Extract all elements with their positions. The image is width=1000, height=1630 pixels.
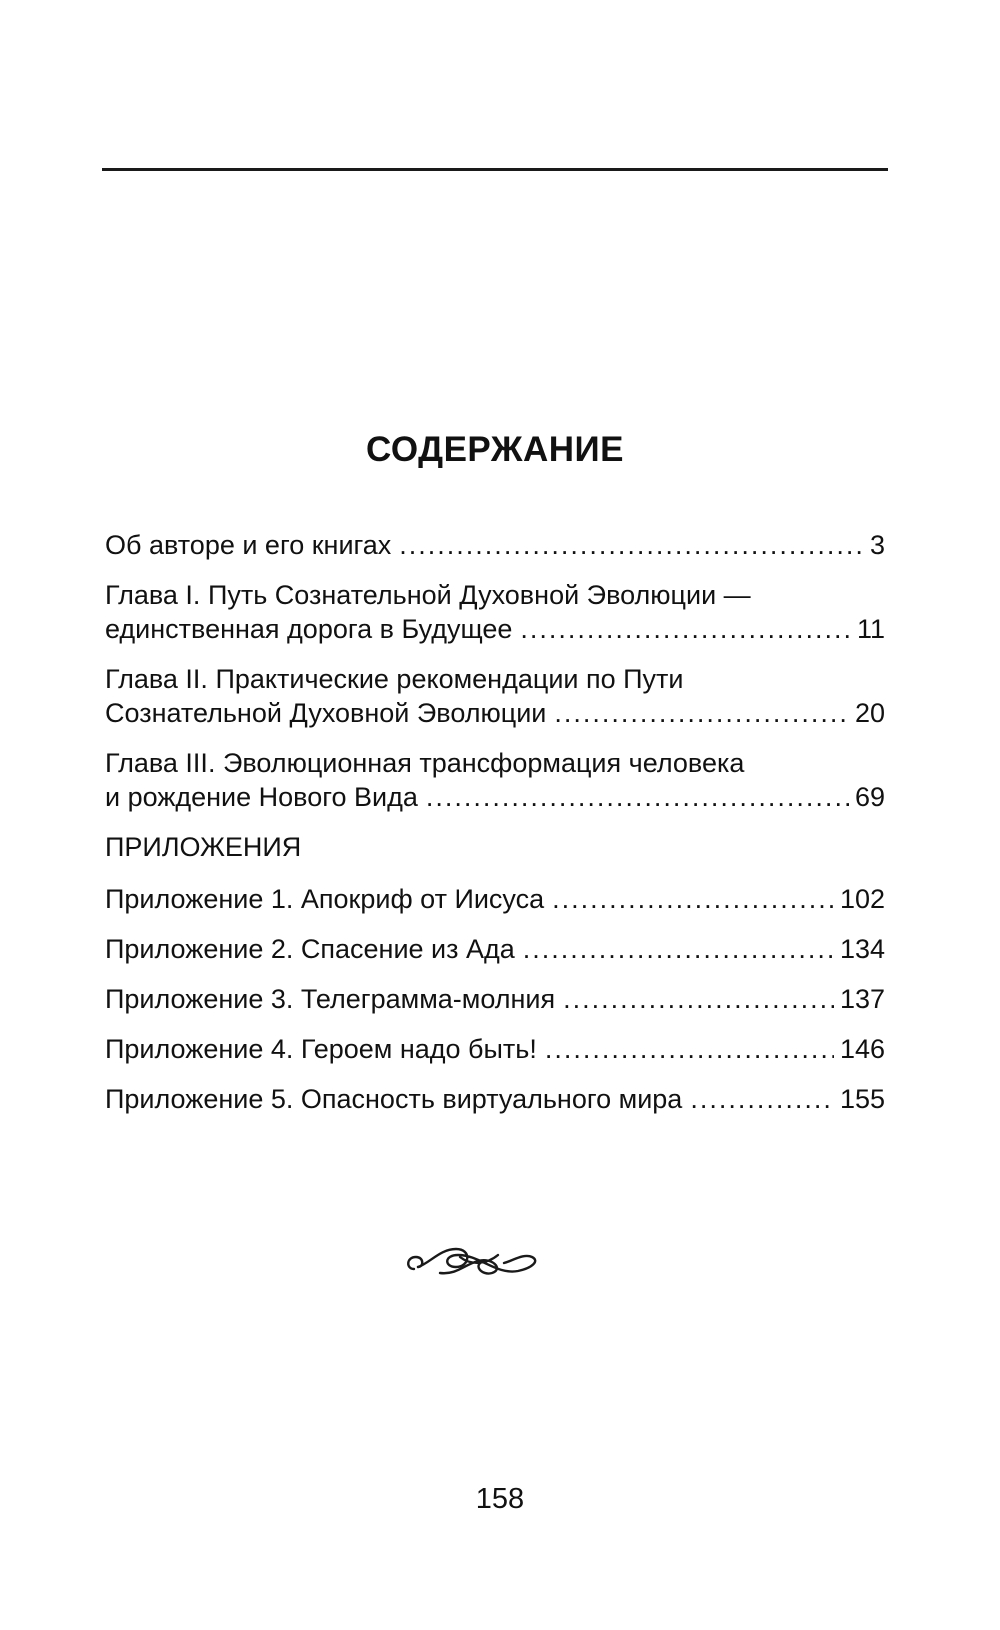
appendix-page: 134 [839, 934, 885, 964]
appendix-entry [105, 1082, 885, 1116]
toc-line [105, 1032, 885, 1066]
toc-line [105, 746, 885, 780]
toc-entry-page: 20 [854, 698, 885, 728]
flourish-ornament-icon [400, 1235, 548, 1283]
appendix-title: Приложение 2. Спасение из Ада [105, 934, 515, 964]
dot-leader [563, 982, 834, 1016]
toc-entry-title-line-2: Сознательной Духовной Эволюции [105, 698, 547, 728]
appendix-title: Приложение 1. Апокриф от Иисуса [105, 884, 545, 914]
toc-line [105, 932, 885, 966]
toc-line [105, 662, 885, 696]
toc-entry-title-line-1: Глава III. Эволюционная трансформация человека [105, 748, 745, 778]
toc-line [105, 882, 885, 916]
page-number: 158 [475, 1483, 525, 1515]
dot-leader [545, 1032, 834, 1066]
toc-line [105, 612, 885, 646]
dot-leader [399, 528, 864, 562]
dot-leader [426, 780, 849, 814]
dot-leader [552, 882, 834, 916]
toc-entry-title-line-1: Глава II. Практические рекомендации по Пути [105, 664, 684, 694]
dot-leader [554, 696, 849, 730]
appendix-entry [105, 1032, 885, 1066]
toc-line [105, 1082, 885, 1116]
toc-line [105, 780, 885, 814]
appendix-list [105, 882, 885, 1116]
appendix-entry [105, 982, 885, 1016]
appendix-page: 146 [839, 1034, 885, 1064]
dot-leader [520, 612, 851, 646]
appendix-page: 155 [839, 1084, 885, 1114]
toc-line [105, 528, 885, 562]
toc-entry-title-line-1: Глава I. Путь Сознательной Духовной Эволюции — [105, 580, 751, 610]
toc-entry-title: Об авторе и его книгах [105, 530, 392, 560]
toc-entry-page: 69 [854, 782, 885, 812]
toc-line [105, 578, 885, 612]
toc-line [105, 982, 885, 1016]
toc-entry-title-line-2: единственная дорога в Будущее [105, 614, 513, 644]
appendix-page: 137 [839, 984, 885, 1014]
appendix-title: Приложение 3. Телеграмма-молния [105, 984, 556, 1014]
dot-leader [690, 1082, 834, 1116]
toc-entry-page: 11 [856, 614, 885, 644]
table-of-contents [105, 528, 885, 1132]
toc-entry-chapter-2 [105, 662, 885, 730]
toc-entry-chapter-3 [105, 746, 885, 814]
top-rule [102, 168, 888, 171]
toc-entry-chapter-1 [105, 578, 885, 646]
toc-entry-about-author [105, 528, 885, 562]
toc-line [105, 696, 885, 730]
appendix-title: Приложение 5. Опасность виртуального мира [105, 1084, 683, 1114]
appendix-entry [105, 882, 885, 916]
toc-entry-title-line-2: и рождение Нового Вида [105, 782, 418, 812]
appendix-page: 102 [839, 884, 885, 914]
appendix-heading: ПРИЛОЖЕНИЯ [105, 832, 302, 862]
appendix-entry [105, 932, 885, 966]
toc-entry-page: 3 [869, 530, 885, 560]
page-title: СОДЕРЖАНИЕ [365, 430, 624, 469]
dot-leader [523, 932, 834, 966]
appendix-title: Приложение 4. Героем надо быть! [105, 1034, 537, 1064]
